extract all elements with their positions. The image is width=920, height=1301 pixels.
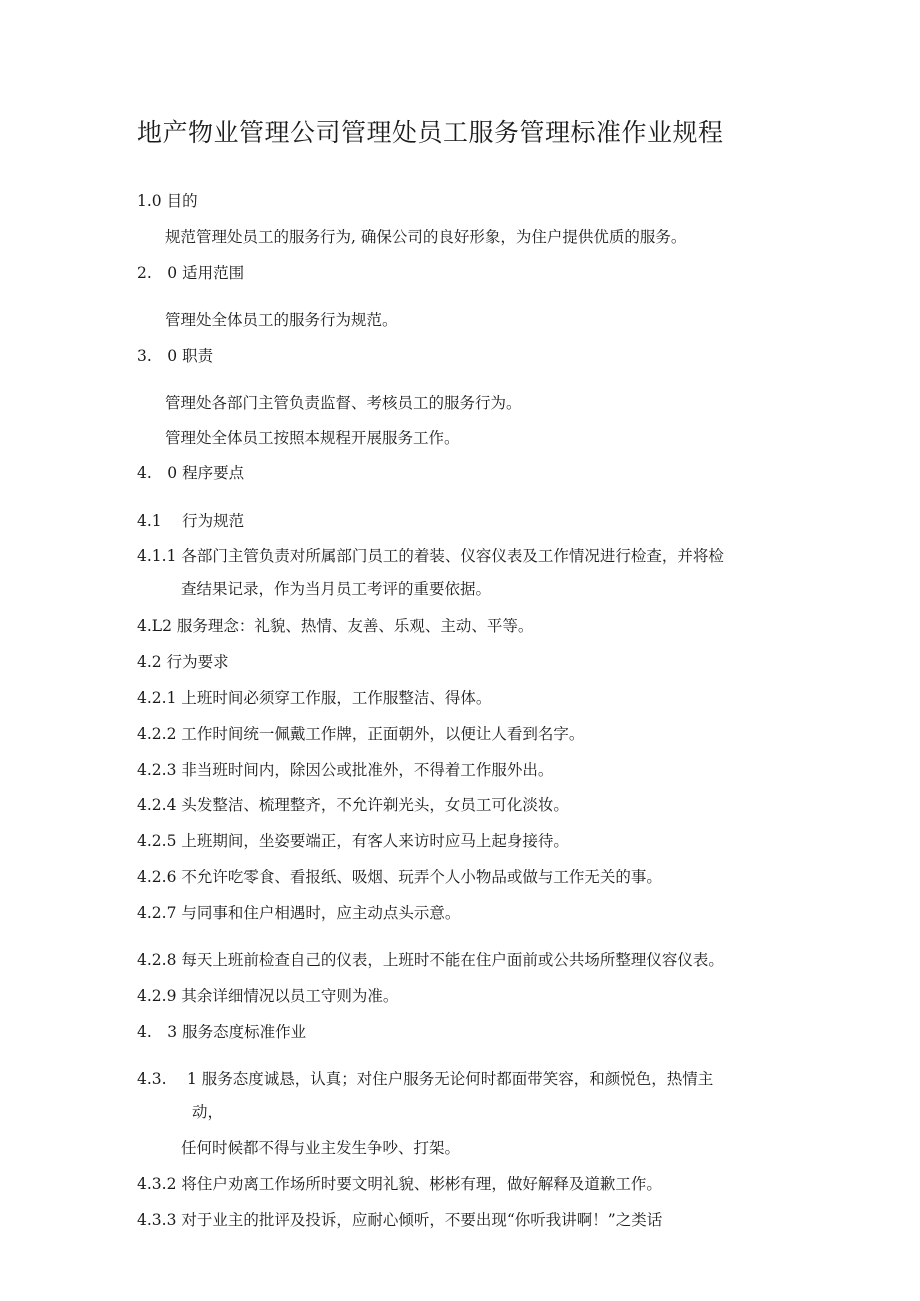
item-4-3-2: 4.3.2 将住户劝离工作场所时要文明礼貌、彬彬有理，做好解释及道歉工作。: [137, 1175, 662, 1193]
item-4-2-6: 4.2.6 不允许吃零食、看报纸、吸烟、玩弄个人小物品或做与工作无关的事。: [137, 868, 662, 886]
item-4-1-1-continued: 查结果记录，作为当月员工考评的重要依据。: [181, 580, 492, 598]
item-4-1-2: 4.L2 服务理念：礼貌、热情、友善、乐观、主动、平等。: [137, 617, 534, 635]
section-4-1-heading: 4.1 行为规范: [137, 512, 245, 530]
item-4-1-1: 4.1.1 各部门主管负责对所属部门员工的着装、仪容仪表及工作情况进行检查，并将检: [137, 547, 724, 565]
section-4-3-heading: 4. 3 服务态度标准作业: [137, 1023, 307, 1041]
section-4-2-heading: 4.2 行为要求: [137, 653, 229, 671]
item-4-3-1-continued: 动，: [192, 1103, 224, 1121]
section-2-heading: 2. 0 适用范围: [137, 264, 245, 282]
item-4-2-1: 4.2.1 上班时间必须穿工作服，工作服整洁、得体。: [137, 689, 492, 707]
item-4-3-3: 4.3.3 对于业主的批评及投诉，应耐心倾听，不要出现“你听我讲啊！”之类话: [137, 1211, 663, 1229]
item-4-2-7: 4.2.7 与同事和住户相遇时，应主动点头示意。: [137, 904, 461, 922]
section-3-heading: 3. 0 职责: [137, 347, 214, 365]
item-4-2-8: 4.2.8 每天上班前检查自己的仪表，上班时不能在住户面前或公共场所整理仪容仪表。: [137, 951, 724, 969]
document-title: 地产物业管理公司管理处员工服务管理标准作业规程: [137, 118, 724, 147]
item-4-2-5: 4.2.5 上班期间，坐姿要端正，有客人来访时应马上起身接待。: [137, 832, 569, 850]
item-4-2-4: 4.2.4 头发整洁、梳理整齐，不允许剃光头，女员工可化淡妆。: [137, 796, 569, 814]
section-4-heading: 4. 0 程序要点: [137, 464, 245, 482]
item-4-2-9: 4.2.9 其余详细情况以员工守则为准。: [137, 987, 399, 1005]
item-4-2-2: 4.2.2 工作时间统一佩戴工作牌，正面朝外，以便让人看到名字。: [137, 725, 585, 743]
section-1-heading: 1.0 目的: [137, 192, 198, 210]
item-4-3-1-continued-2: 任何时候都不得与业主发生争吵、打架。: [181, 1139, 461, 1157]
section-3-body-1: 管理处各部门主管负责监督、考核员工的服务行为。: [165, 394, 522, 412]
item-4-2-3: 4.2.3 非当班时间内，除因公或批准外，不得着工作服外出。: [137, 761, 554, 779]
item-4-3-1: 4.3. 1 服务态度诚恳，认真；对住户服务无论何时都面带笑容，和颜悦色，热情主: [137, 1070, 714, 1088]
section-3-body-2: 管理处全体员工按照本规程开展服务工作。: [165, 429, 460, 447]
section-2-body: 管理处全体员工的服务行为规范。: [165, 311, 398, 329]
section-1-body: 规范管理处员工的服务行为, 确保公司的良好形象，为住户提供优质的服务。: [165, 228, 687, 246]
